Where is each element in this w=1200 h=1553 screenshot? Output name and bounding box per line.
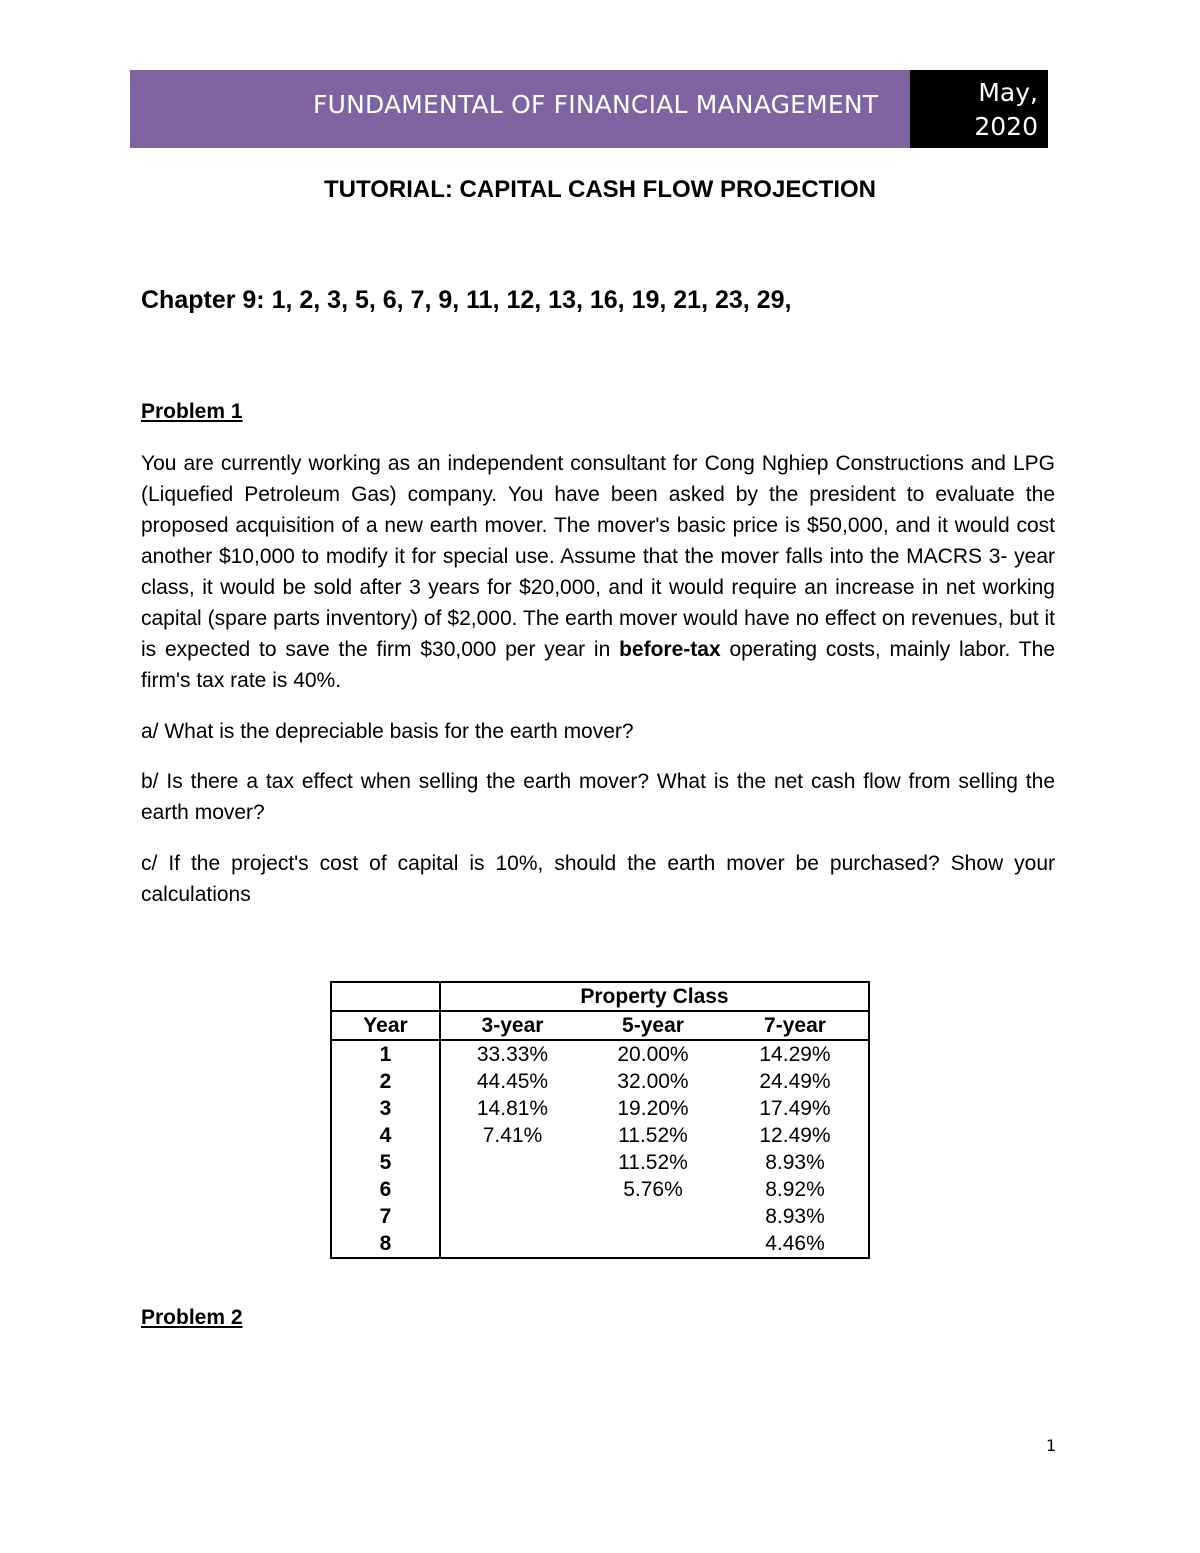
- table-cell: [440, 1230, 584, 1258]
- table-cell: 11.52%: [618, 1151, 688, 1174]
- table-cell: [440, 1203, 584, 1230]
- table-row: [331, 1203, 869, 1230]
- header-date-box: [910, 70, 1048, 148]
- table-row: [331, 1230, 869, 1258]
- table-cell: 20.00%: [617, 1043, 689, 1066]
- problem-1-heading: Problem 1: [141, 400, 243, 423]
- table-cell-year: 2: [331, 1068, 440, 1095]
- macrs-depreciation-table: [330, 981, 870, 1259]
- table-cell: [440, 1176, 584, 1203]
- problem-2-heading: Problem 2: [141, 1306, 243, 1329]
- table-row: [331, 1122, 869, 1149]
- header-title: FUNDAMENTAL OF FINANCIAL MANAGEMENT: [313, 90, 879, 119]
- table-cell-year: 7: [331, 1203, 440, 1230]
- table-cell: 11.52%: [618, 1124, 688, 1147]
- table-cell: [584, 1230, 722, 1258]
- table-cell-year: 8: [331, 1230, 440, 1258]
- question-a: a/ What is the depreciable basis for the earth mover?: [141, 720, 634, 743]
- table-cell: 7.41%: [482, 1124, 543, 1147]
- question-c: c/ If the project's cost of capital is 10%, should the earth mover be purchased? Show your calculations: [141, 852, 1055, 906]
- table-cell: [440, 1149, 584, 1176]
- table-row: [331, 1149, 869, 1176]
- table-cell-year: 4: [331, 1122, 440, 1149]
- table-cell: 14.81%: [476, 1097, 549, 1120]
- page-number: 1: [1046, 1436, 1057, 1455]
- table-cell: 44.45%: [476, 1070, 549, 1093]
- table-group-header: Property Class: [580, 985, 729, 1008]
- header-date-year: 2020: [974, 112, 1038, 141]
- table-cell: 19.20%: [617, 1097, 689, 1120]
- table-group-header-row: [331, 982, 869, 1011]
- table-cell: 8.92%: [765, 1178, 825, 1201]
- table-cell-year: 3: [331, 1095, 440, 1122]
- table-cell-year: 6: [331, 1176, 440, 1203]
- table-header-row: [331, 1011, 869, 1040]
- table-cell: 12.49%: [759, 1124, 831, 1147]
- table-row: [331, 1176, 869, 1203]
- table-cell: 24.49%: [759, 1070, 831, 1093]
- table-cell: 32.00%: [617, 1070, 689, 1093]
- problem-1-body-bold: before-tax: [619, 638, 721, 661]
- table-cell: 5.76%: [623, 1178, 683, 1201]
- table-row: [331, 1095, 869, 1122]
- problem-1-body-text-end: operating costs, mainly labor. The firm's tax rate is 40%.: [141, 638, 1055, 692]
- table-cell: 33.33%: [476, 1043, 549, 1066]
- problem-1-body: [141, 448, 1055, 696]
- table-header-cell: 3-year: [440, 1011, 584, 1040]
- table-cell: [584, 1203, 722, 1230]
- document-title: TUTORIAL: CAPITAL CASH FLOW PROJECTION: [324, 176, 876, 203]
- table-cell: 14.29%: [759, 1043, 831, 1066]
- table-header-cell: 5-year: [584, 1011, 722, 1040]
- table-cell-year: 5: [331, 1149, 440, 1176]
- chapter-exercise-list: Chapter 9: 1, 2, 3, 5, 6, 7, 9, 11, 12, 13, 16, 19, 21, 23, 29,: [141, 286, 792, 314]
- table-cell: 8.93%: [765, 1205, 825, 1228]
- table-cell: 4.46%: [765, 1232, 825, 1255]
- table-header-cell: 7-year: [722, 1011, 869, 1040]
- table-row: [331, 1068, 869, 1095]
- table-cell: 8.93%: [765, 1151, 825, 1174]
- problem-1-body-text: You are currently working as an independent consultant for Cong Nghiep Constructions and LPG (Liquefied Petroleum Gas) company. You have been asked by the president to evaluate the proposed acquisition of a new earth mover. The mover's basic price is $50,000, and it would cost another $10,000 to modify it for special use. Assume that the mover falls into the MACRS 3- year class, it would be sold after 3 years for $20,000, and it would require an increase in net working capital (spare parts inventory) of $2,000. The earth mover would have no effect on revenues, but it is expected to save the firm $30,000 per year in: [141, 452, 1055, 661]
- table-corner-cell: [331, 982, 440, 1011]
- question-b: b/ Is there a tax effect when selling the earth mover? What is the net cash flow from selling the earth mover?: [141, 770, 1055, 824]
- table-header-cell: Year: [331, 1011, 440, 1040]
- table-cell: 17.49%: [759, 1097, 831, 1120]
- header-date-month: May,: [978, 78, 1038, 107]
- table-cell-year: 1: [331, 1040, 440, 1068]
- table-row: [331, 1040, 869, 1068]
